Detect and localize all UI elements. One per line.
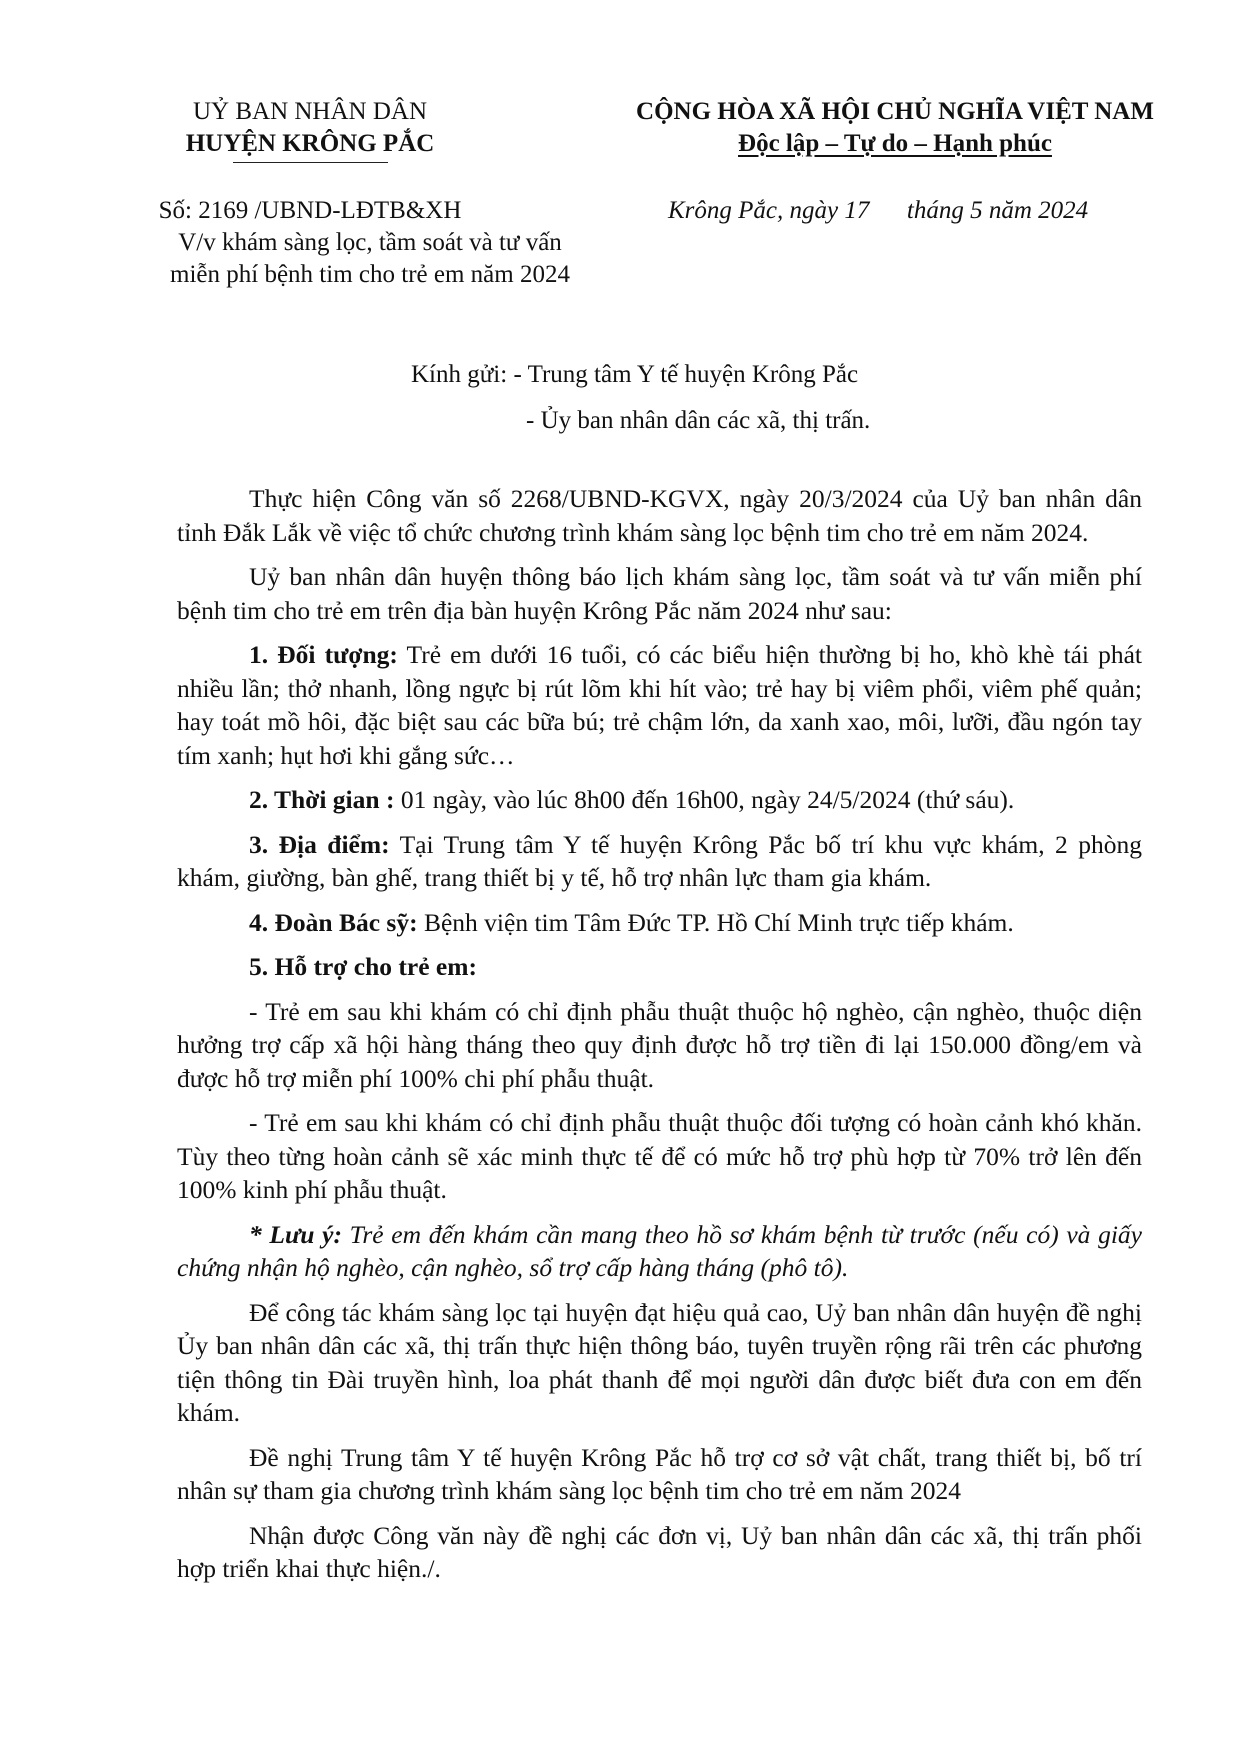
section-doctors-label: 4. Đoàn Bác sỹ: xyxy=(249,907,418,937)
paragraph-announcement: Uỷ ban nhân dân huyện thông báo lịch khám sàng lọc, tầm soát và tư vấn miễn phí bệnh tim cho trẻ em trên địa bàn huyện Krông Pắc năm 2024 như sau: xyxy=(177,562,1142,625)
authority-line-2: HUYỆN KRÔNG PẮC xyxy=(185,130,435,157)
note-text: Trẻ em đến khám cần mang theo hồ sơ khám bệnh từ trước (nếu có) và giấy chứng nhận hộ nghèo, cận nghèo, sổ trợ cấp hàng tháng (phô tô). xyxy=(177,1219,1142,1282)
recipient-line-2: - Ủy ban nhân dân các xã, thị trấn. xyxy=(526,407,871,434)
paragraph-communication: Để công tác khám sàng lọc tại huyện đạt hiệu quả cao, Uỷ ban nhân dân huyện đề nghị Ủy ban nhân dân các xã, thị trấn thực hiện thông báo, tuyên truyền rộng rãi trên các phương tiện thông tin Đài truyền hình, loa phát thanh để mọi người dân được biết đưa con em đến khám. xyxy=(177,1297,1142,1427)
section-target xyxy=(177,638,1142,772)
note-label: * Lưu ý: xyxy=(249,1219,342,1249)
section-support-label: 5. Hỗ trợ cho trẻ em: xyxy=(249,952,477,981)
subject-line-2: miễn phí bệnh tim cho trẻ em năm 2024 xyxy=(170,261,570,288)
place-and-date: Krông Pắc, ngày 17 tháng 5 năm 2024 xyxy=(668,197,1089,224)
section-support xyxy=(177,950,1142,984)
section-location-text: Tại Trung tâm Y tế huyện Krông Pắc bố trí khu vực khám, 2 phòng khám, giường, bàn ghế, trang thiết bị y tế, hỗ trợ nhân lực tham gia khám. xyxy=(177,829,1143,892)
authority-line-1: UỶ BAN NHÂN DÂN xyxy=(192,98,428,125)
subject-line-1: V/v khám sàng lọc, tầm soát và tư vấn xyxy=(178,229,562,256)
document-subject xyxy=(130,227,610,291)
paragraph-reference: Thực hiện Công văn số 2268/UBND-KGVX, ngày 20/3/2024 của Uỷ ban nhân dân tỉnh Đắk Lắk về việc tổ chức chương trình khám sàng lọc bệnh tim cho trẻ em năm 2024. xyxy=(177,484,1142,547)
section-time xyxy=(177,783,1142,817)
issuing-authority xyxy=(150,96,470,163)
support-item-2: - Trẻ em sau khi khám có chỉ định phẫu thuật thuộc đối tượng có hoàn cảnh khó khăn. Tùy theo từng hoàn cảnh sẽ xác minh thực tế để có mức hỗ trợ phù hợp từ 70% trở lên đến 100% kinh phí phẫu thuật. xyxy=(177,1108,1142,1204)
section-time-label: 2. Thời gian : xyxy=(249,785,395,814)
document-body xyxy=(177,482,1142,1597)
authority-underline xyxy=(233,162,388,163)
document-number: Số: 2169 /UBND-LĐTB&XH xyxy=(158,197,462,224)
section-time-text: 01 ngày, vào lúc 8h00 đến 16h00, ngày 24/5/2024 (thứ sáu). xyxy=(394,785,1015,814)
recipient-line-1: Kính gửi: - Trung tâm Y tế huyện Krông Pắc xyxy=(411,361,859,388)
national-title xyxy=(600,96,1190,160)
country-name: CỘNG HÒA XÃ HỘI CHỦ NGHĨA VIỆT NAM xyxy=(636,98,1154,125)
section-location-label: 3. Địa điểm: xyxy=(249,829,390,859)
paragraph-request: Đề nghị Trung tâm Y tế huyện Krông Pắc hỗ trợ cơ sở vật chất, trang thiết bị, bố trí nhân sự tham gia chương trình khám sàng lọc bệnh tim cho trẻ em năm 2024 xyxy=(177,1442,1142,1505)
section-doctors-text: Bệnh viện tim Tâm Đức TP. Hồ Chí Minh trực tiếp khám. xyxy=(417,907,1014,937)
paragraph-closing: Nhận được Công văn này đề nghị các đơn vị, Uỷ ban nhân dân các xã, thị trấn phối hợp triển khai thực hiện./. xyxy=(177,1520,1142,1583)
recipients xyxy=(411,352,870,444)
national-motto: Độc lập – Tự do – Hạnh phúc xyxy=(738,130,1052,157)
section-location xyxy=(177,828,1142,895)
support-item-1: - Trẻ em sau khi khám có chỉ định phẫu thuật thuộc hộ nghèo, cận nghèo, thuộc diện hưởng trợ cấp xã hội hàng tháng theo quy định được hỗ trợ tiền đi lại 150.000 đồng/em và được hỗ trợ miễn phí 100% chi phí phẫu thuật. xyxy=(177,996,1142,1093)
section-target-label: 1. Đối tượng: xyxy=(249,640,398,669)
section-target-text: Trẻ em dưới 16 tuổi, có các biểu hiện thường bị ho, khò khè tái phát nhiều lần; thở nhanh, lồng ngực bị rút lõm khi hít vào; trẻ hay bị viêm phổi, viêm phế quản; hay toát mồ hôi, đặc biệt sau các bữa bú; trẻ chậm lớn, da xanh xao, môi, lưỡi, đầu ngón tay tím xanh; hụt hơi khi gắng sức… xyxy=(177,640,1142,770)
section-doctors xyxy=(177,906,1142,940)
note-paragraph xyxy=(177,1218,1142,1285)
